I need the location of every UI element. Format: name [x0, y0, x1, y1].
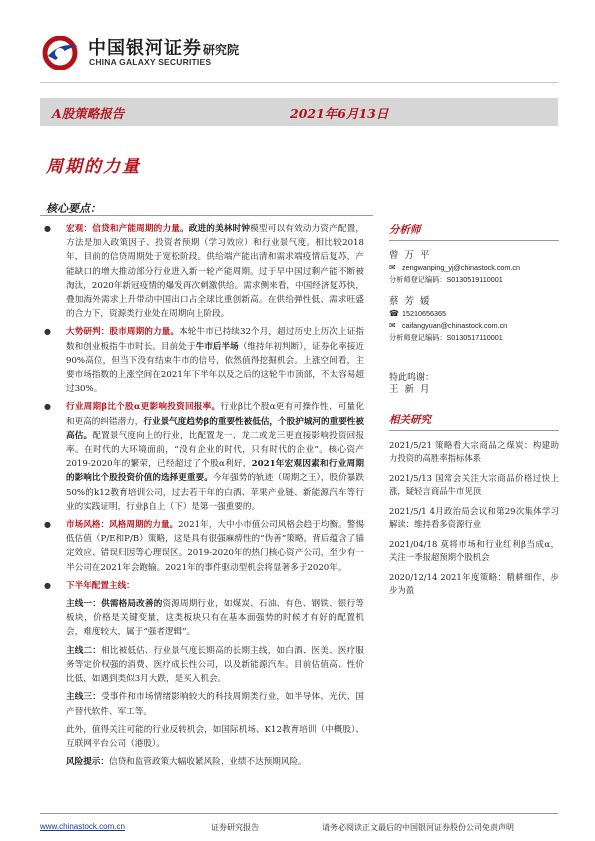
cert-label: 分析师登记编码： [389, 333, 447, 342]
bullet-head: 宏观：信贷和产能周期的力量。 [66, 224, 189, 234]
bullet-head: 下半年配置主线： [66, 580, 135, 591]
analyst-phone: 15210656365 [402, 309, 446, 318]
line-bold: 供需格局改善的 [101, 599, 163, 610]
main-content [44, 222, 364, 773]
bullet-text: 2021年，大中小市值公司风格会趋于均衡。警惕低估值（P/E和P/B）策略，这是具有很强麻痹性的“伪善”策略，背后蕴含了锚定效应、错误归因等心理误区。2019-2020年的热门核心资产公司，至少有一半公司在2021年会跑输。2021年的事件驱动型机会将显著多于2020年。 [66, 520, 364, 573]
cert-code: S0130517110001 [446, 333, 503, 342]
line-text: 受事件和市场情绪影响较大的科技周期类行业，如半导体、光伏、国产替代软件、军工等。 [66, 692, 364, 717]
analyst-section [389, 222, 559, 241]
risk-warning [44, 755, 364, 769]
analyst-phone-row [389, 308, 559, 320]
thanks-section [389, 372, 559, 396]
bullet-market [44, 325, 364, 400]
related-divider [389, 430, 559, 431]
bullet-icon: ● [44, 402, 51, 412]
footer-label: 证券研究报告 [211, 823, 259, 832]
bullet-icon: ● [44, 224, 51, 233]
bullet-text: （维持年初判断），证券化率接近90%高位，但当下没有结束牛市的信号，依然值得挖掘机会。上涨空间看，主要市场指数的上涨空间在2021年下半年以及之后的这轮牛市顶部，不太容易超过30%。 [66, 341, 364, 395]
line-head: 风险提示： [66, 757, 109, 768]
analyst-2 [389, 296, 559, 344]
analyst-heading: 分析师 [389, 224, 421, 236]
bullet-bold: 行业景气度趋势β的重要性被低估，个股护城河的重要性被高估。 [66, 416, 364, 441]
bullet-style [44, 518, 364, 579]
analyst-email-row [389, 320, 559, 332]
bullet-head: 行业周期β比个股α更影响投资回报率。 [66, 402, 221, 413]
bullet-bold: 牛市后半场 [195, 341, 239, 352]
report-title: 周期的力量 [46, 157, 141, 177]
related-item[interactable]: 2020/12/14 2021年度策略：精耕细作，步步为盈 [389, 572, 559, 595]
bullet-allocation [44, 579, 364, 597]
footer-disclaimer: 请务必阅读正文最后的中国银河证券股份公司免责声明 [322, 823, 514, 832]
line-text: 相比被低估、行业景气度长期高的长期主线，如白酒、医美、医疗服务等定价权强的消费、医疗成长性公司，以及新能源汽车。目前估值高、性价比低，如遇到类似3月大跌，是买入机会。 [66, 645, 364, 685]
line-text: 信贷和监管政策大幅收紧风险、业绩不达预期风险。 [108, 757, 307, 768]
related-item[interactable]: 2021/5/13 国常会关注大宗商品价格过快上涨，疑轻言商品牛市见顶 [389, 473, 559, 496]
analyst-divider [389, 240, 559, 241]
brand-name-cn: 中国银河证券 [88, 38, 202, 59]
bullet-icon: ● [44, 580, 51, 590]
related-item[interactable]: 2021/5/1 4月政治局会议和第29次集体学习解读：维持看多资源行业 [389, 506, 559, 529]
galaxy-logo-icon [40, 36, 84, 70]
related-section [389, 412, 559, 604]
bullet-text: 模型可以有效动力资产配置，方法是加入政策因子、投资者预期（学习效应）和行业景气度。相比较2018年，目前的信贷周期处于宽松阶段。供给端产能出清和需求端疫情后复苏，产能缺口的增大推动部分行业进入新一轮产能周期。过于早中国过剩产能不断被淘汰，2020年新冠疫情的爆发再次刺激供给。需求侧来看，中国经济复苏快，叠加海外需求上升带动中国出口占全球比重创新高。在供给弹性低、需求旺盛的合力下，资源类行业处在周期向上阶段。 [66, 224, 364, 320]
brand-name-en: CHINA GALAXY SECURITIES [89, 57, 212, 67]
bullet-text: 行业β比个股α更有可操作性、可量化和更高的纠错潜力， [66, 402, 364, 427]
line-two [44, 644, 364, 687]
email-icon: ✉ [389, 263, 396, 272]
bullet-head: 市场风格：风格周期的力量。 [66, 520, 179, 531]
bullet-industry [44, 400, 364, 518]
related-item[interactable]: 2021/5/21 策略看大宗商品之煤炭：构建助力投资的高胜率指标体系 [389, 440, 559, 463]
email-icon: ✉ [389, 321, 396, 330]
line-text: 资源周期行业，如煤炭、石油、有色、钢铁、银行等板块，价格是关键变量，这类板块只有在基本面强势的时候才有好的配置机会，难度较大，属于“强者逻辑”。 [66, 599, 364, 638]
cert-label: 分析师登记编码： [389, 275, 447, 284]
analyst-email[interactable]: caifangyuan@chinastock.com.cn [402, 321, 508, 330]
bullet-bold: 政进的美林时钟 [188, 224, 251, 234]
institute-label: 研究院 [203, 43, 240, 57]
related-item[interactable]: 2021/04/18 莫将市场和行业红利β当成α，关注一季报超预期个股机会 [389, 539, 559, 562]
bullet-icon: ● [44, 327, 51, 337]
line-text: 此外，值得关注可能的行业反转机会，如国际机场、K12教育培训（中概股）、互联网平台公司（港股）。 [66, 724, 364, 749]
thanks-name: 王新月 [389, 384, 436, 395]
key-points-divider [40, 215, 373, 216]
thanks-label: 特此鸣谢： [389, 373, 435, 383]
report-date: 2021年6月13日 [290, 106, 389, 121]
bullet-text: 配置景气度向上的行业，比配置龙一、龙二或龙三更直接影响投资回报率。在时代的大环境面前，“没有企业的时代，只有时代的企业”。核心资产2019-2020年的繁荣，已经超过了个股α利好， [66, 430, 364, 470]
analyst-cert-row [389, 274, 559, 286]
line-extra [44, 723, 364, 751]
bullet-text: 今年强势的轨迹（周期之王），股价暴跌50%的k12教育培训公司，过去若干年的白酒、苹果产业链、新能源汽车等行业的实践证明，行业β自上（下）是第一强重要的。 [66, 473, 364, 512]
bullet-head: 大势研判：股市周期的力量。 [66, 327, 180, 338]
line-one [44, 597, 364, 640]
bullet-icon: ● [44, 520, 51, 530]
related-heading: 相关研究 [389, 414, 431, 426]
analyst-email-row [389, 262, 559, 274]
analyst-email[interactable]: zengwanping_yj@chinastock.com.cn [402, 263, 520, 272]
cert-code: S0130519110001 [446, 275, 503, 284]
footer-divider [40, 813, 558, 814]
line-head: 主线二： [66, 645, 102, 656]
line-head: 主线一： [66, 599, 102, 610]
line-three [44, 690, 364, 718]
key-points-heading: 核心要点： [46, 202, 101, 215]
phone-icon: ☎ [389, 309, 399, 318]
line-head: 主线三： [66, 692, 102, 703]
analyst-cert-row [389, 332, 559, 344]
report-type: A股策略报告 [52, 106, 125, 121]
header-divider [40, 82, 558, 83]
bullet-macro [44, 222, 364, 325]
bullet-text: 本轮牛市已持续32个月，超过历史上历次上证指数和创业板指牛市时长。目前处于 [66, 327, 364, 352]
bullet-bold: 2021年宏观因素和行业周期的影响比个股投资价值的选择更重要。 [66, 459, 364, 484]
analyst-1 [389, 250, 559, 286]
analyst-name: 蔡芳媛 [389, 296, 436, 307]
footer-link[interactable]: www.chinastock.com.cn [40, 822, 125, 831]
analyst-name: 曾万平 [389, 250, 436, 261]
